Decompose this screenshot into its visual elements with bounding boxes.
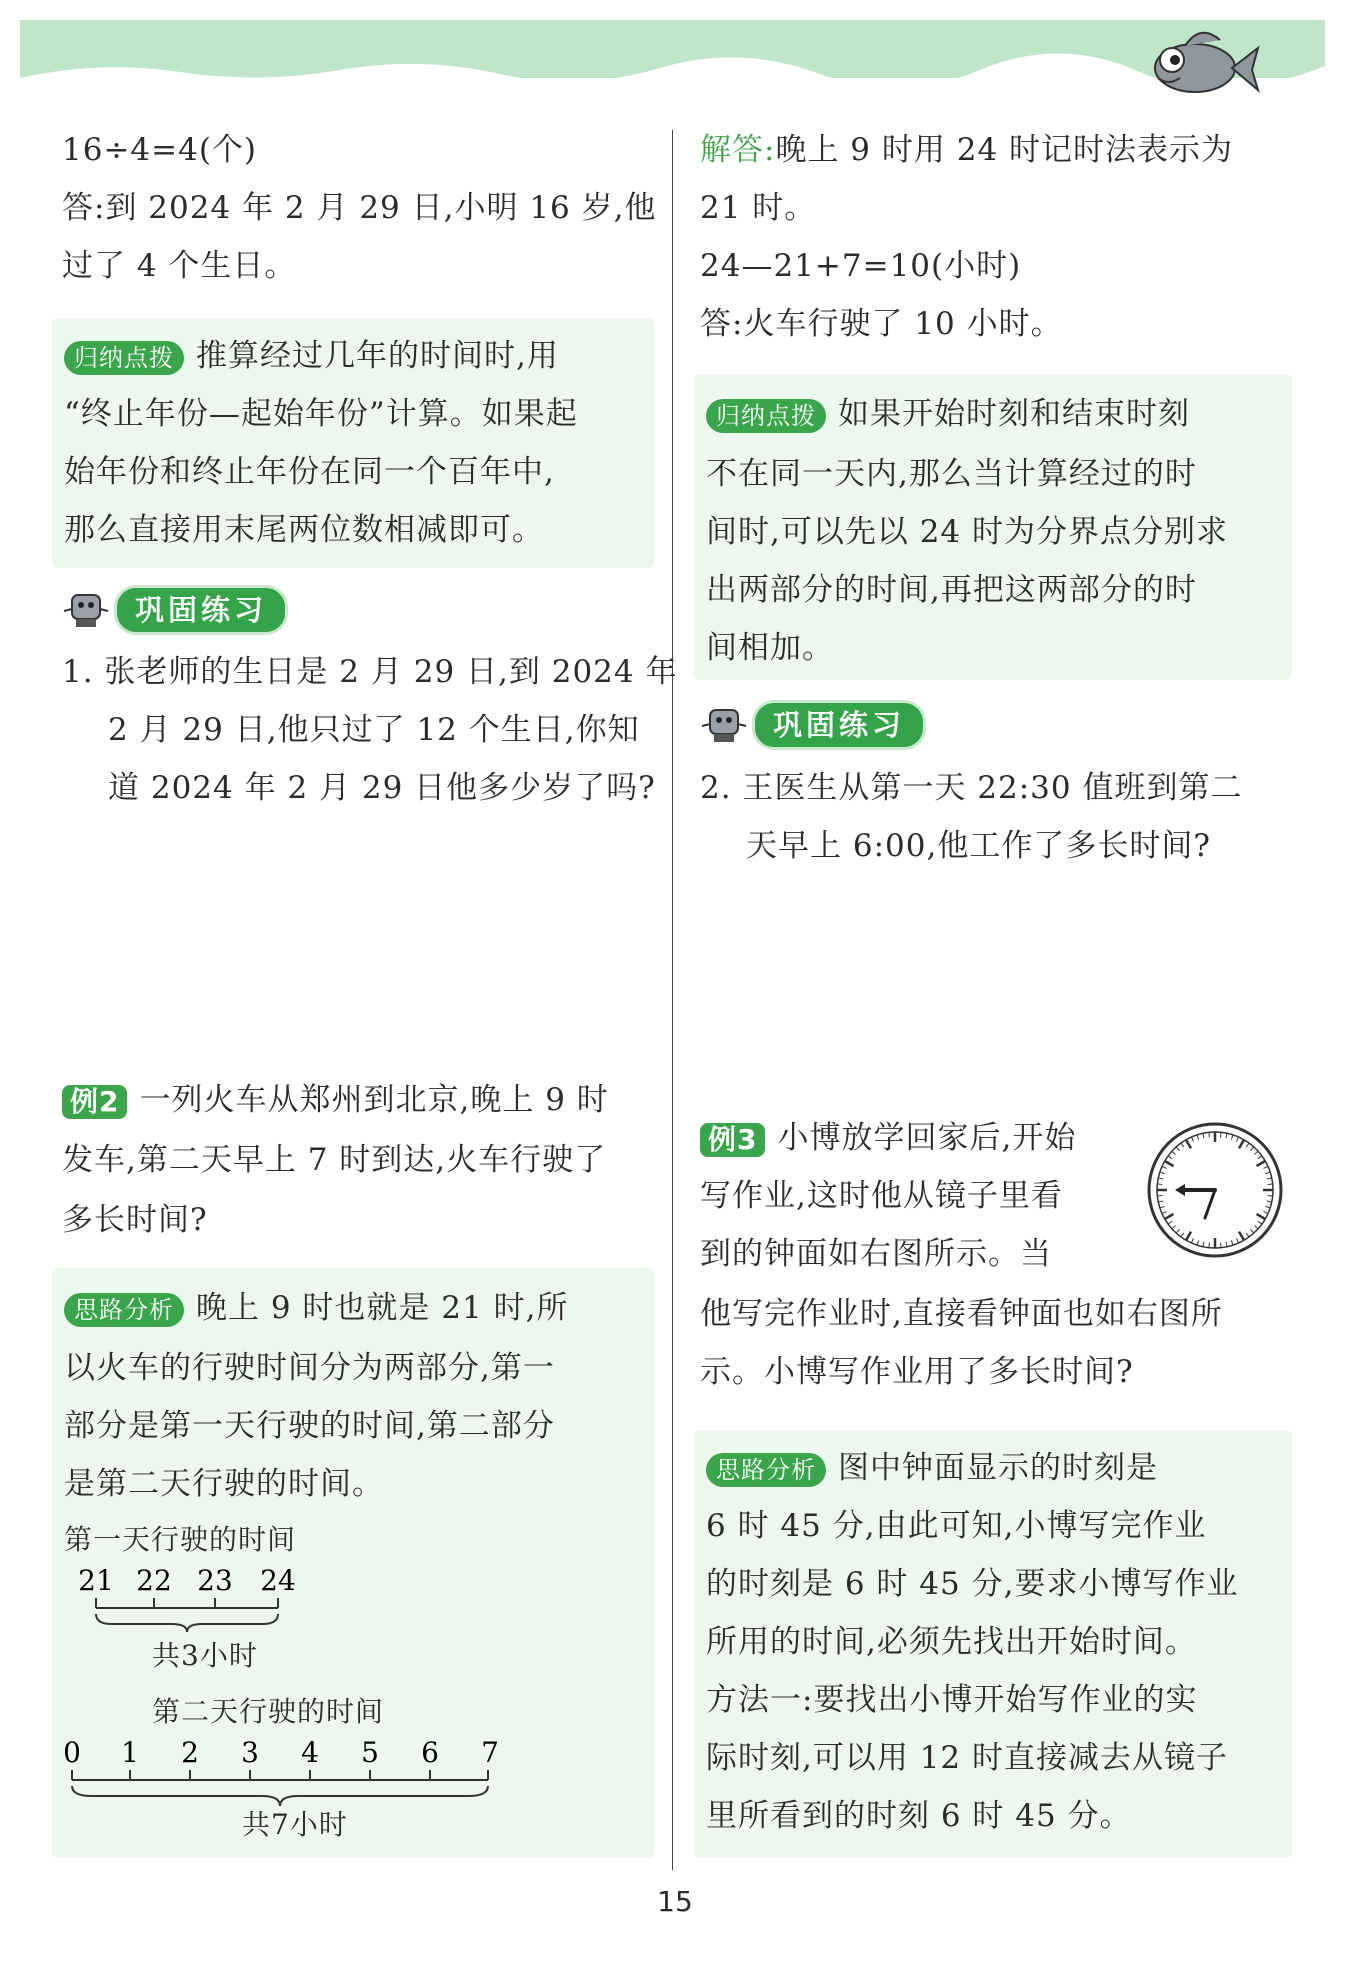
analysis-box — [694, 1430, 1292, 1858]
tip-box — [694, 374, 1292, 680]
clock-icon — [1145, 1120, 1285, 1260]
numberline-title: 第二天行驶的时间 — [152, 1695, 385, 1728]
numberline-total: 共7小时 — [242, 1808, 348, 1841]
tip-text: 不在同一天内,那么当计算经过的时 — [706, 456, 1197, 492]
tick-label: 7 — [481, 1736, 499, 1769]
robot-icon — [700, 704, 748, 744]
tip-text: “终止年份—起始年份”计算。如果起 — [64, 396, 578, 432]
clock-tick — [1209, 1243, 1210, 1248]
practice-header — [700, 700, 960, 746]
tip-label: 归纳点拨 — [706, 399, 826, 433]
tick-label: 2 — [181, 1736, 199, 1769]
answer-label: 解答: — [700, 132, 776, 168]
practice-label: 巩固练习 — [752, 700, 926, 750]
answer-text: 24—21+7=10(小时) — [700, 248, 1022, 284]
tip-text: 那么直接用末尾两位数相减即可。 — [64, 512, 544, 548]
clock-tick — [1157, 1196, 1162, 1197]
tip-label: 归纳点拨 — [64, 341, 184, 375]
tick-label: 1 — [121, 1736, 139, 1769]
page-number: 15 — [657, 1885, 693, 1918]
tick-label: 22 — [136, 1564, 172, 1597]
column-divider — [672, 130, 673, 1870]
example-label: 例3 — [700, 1123, 765, 1157]
clock-tick — [1268, 1184, 1273, 1185]
tick-label: 24 — [260, 1564, 296, 1597]
tip-text: 如果开始时刻和结束时刻 — [838, 396, 1190, 432]
answer-text: 晚上 9 时用 24 时记时法表示为 — [775, 132, 1234, 168]
tip-text: 出两部分的时间,再把这两部分的时 — [706, 572, 1197, 608]
practice-header — [62, 585, 322, 631]
question-line: 2. 王医生从第一天 22:30 值班到第二 — [700, 770, 1243, 806]
example-text: 发车,第二天早上 7 时到达,火车行驶了 — [62, 1142, 607, 1178]
tip-text: 推算经过几年的时间时,用 — [196, 338, 559, 374]
tip-text: 间时,可以先以 24 时为分界点分别求 — [706, 514, 1229, 550]
clock-tick — [1221, 1243, 1222, 1248]
tick-label: 0 — [63, 1736, 81, 1769]
analysis-text: 的时刻是 6 时 45 分,要求小博写作业 — [706, 1566, 1239, 1602]
tip-box — [52, 318, 654, 568]
example-text: 示。小博写作业用了多长时间? — [700, 1354, 1134, 1390]
analysis-text: 方法一:要找出小博开始写作业的实 — [706, 1682, 1198, 1718]
tick-label: 23 — [197, 1564, 233, 1597]
example-text: 多长时间? — [62, 1202, 208, 1238]
analysis-text: 是第二天行驶的时间。 — [64, 1466, 384, 1502]
clock-tick — [1221, 1132, 1222, 1137]
numberline-title: 第一天行驶的时间 — [64, 1523, 297, 1556]
analysis-box — [52, 1268, 654, 1858]
answer-text: 21 时。 — [700, 190, 817, 226]
analysis-text: 晚上 9 时也就是 21 时,所 — [196, 1290, 569, 1326]
tick-label: 3 — [241, 1736, 259, 1769]
tick-label: 21 — [78, 1564, 114, 1597]
analysis-text: 际时刻,可以用 12 时直接减去从镜子 — [706, 1740, 1229, 1776]
example-text: 写作业,这时他从镜子里看 — [700, 1178, 1063, 1214]
analysis-label: 思路分析 — [64, 1293, 184, 1327]
tick-label: 5 — [361, 1736, 379, 1769]
fish-illustration — [1140, 18, 1260, 108]
analysis-text: 里所看到的时刻 6 时 45 分。 — [706, 1798, 1132, 1834]
clock-tick — [1209, 1132, 1210, 1137]
question-line: 天早上 6:00,他工作了多长时间? — [746, 828, 1211, 864]
tip-text: 间相加。 — [706, 630, 834, 666]
example-text: 小博放学回家后,开始 — [777, 1120, 1077, 1156]
answer-line: 过了 4 个生日。 — [62, 248, 297, 284]
numberline-total: 共3小时 — [152, 1639, 258, 1672]
tick-label: 6 — [421, 1736, 439, 1769]
analysis-text: 所用的时间,必须先找出开始时间。 — [706, 1624, 1197, 1660]
clock-tick — [1157, 1184, 1162, 1185]
analysis-text: 图中钟面显示的时刻是 — [838, 1450, 1158, 1486]
analysis-label: 思路分析 — [706, 1453, 826, 1487]
example-label: 例2 — [62, 1085, 127, 1119]
analysis-text: 部分是第一天行驶的时间,第二部分 — [64, 1408, 555, 1444]
practice-label: 巩固练习 — [114, 585, 288, 635]
question-line: 道 2024 年 2 月 29 日他多少岁了吗? — [108, 770, 656, 806]
header-band — [20, 20, 1325, 78]
analysis-text: 6 时 45 分,由此可知,小博写完作业 — [706, 1508, 1207, 1544]
analysis-text: 以火车的行驶时间分为两部分,第一 — [64, 1350, 555, 1386]
example-text: 一列火车从郑州到北京,晚上 9 时 — [139, 1082, 609, 1118]
clock-tick — [1268, 1196, 1273, 1197]
tip-text: 始年份和终止年份在同一个百年中, — [64, 454, 555, 490]
example-text: 他写完作业时,直接看钟面也如右图所 — [700, 1296, 1223, 1332]
example-text: 到的钟面如右图所示。当 — [700, 1236, 1052, 1272]
answer-line: 答:到 2024 年 2 月 29 日,小明 16 岁,他 — [62, 190, 657, 226]
robot-icon — [62, 589, 110, 629]
tick-label: 4 — [301, 1736, 319, 1769]
question-line: 2 月 29 日,他只过了 12 个生日,你知 — [108, 712, 640, 748]
calc-line: 16÷4=4(个) — [62, 132, 258, 168]
question-line: 1. 张老师的生日是 2 月 29 日,到 2024 年 — [62, 654, 678, 690]
answer-text: 答:火车行驶了 10 小时。 — [700, 306, 1063, 342]
